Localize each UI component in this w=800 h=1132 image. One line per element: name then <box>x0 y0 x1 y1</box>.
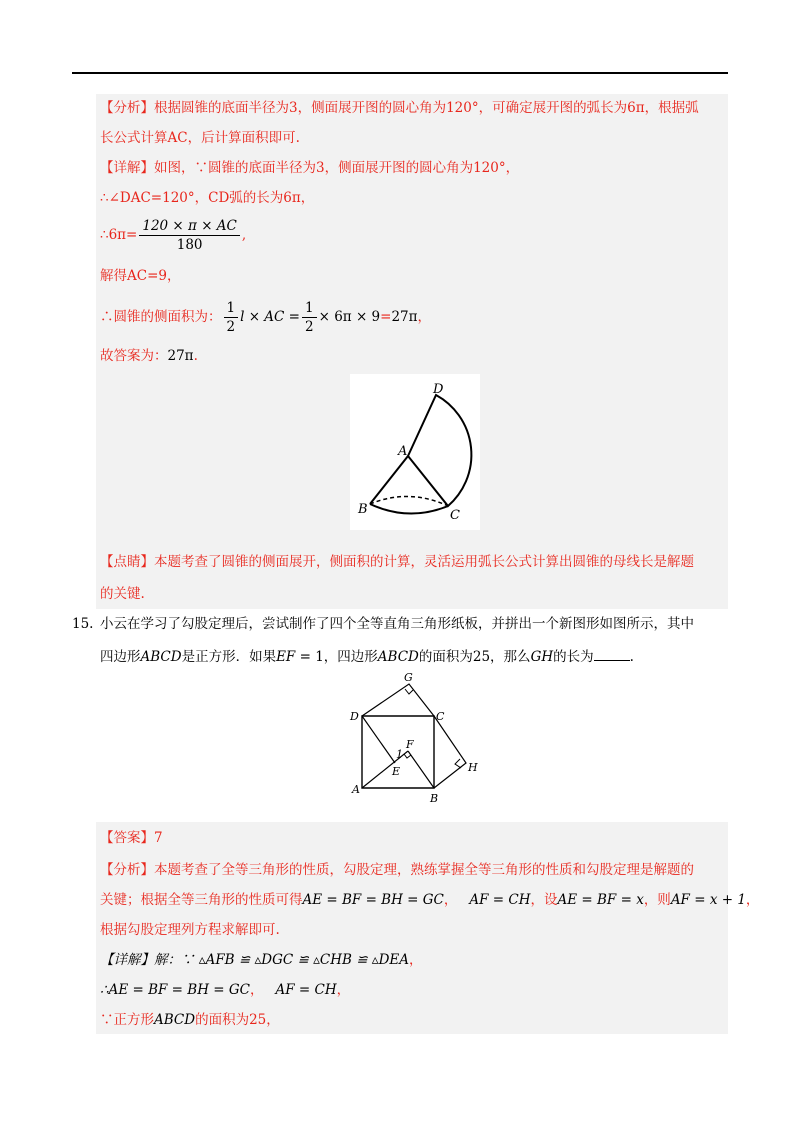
analysis15-line-1: 【分析】本题考查了全等三角形的性质，勾股定理，熟练掌握全等三角形的性质和勾股定理是解题的 <box>100 862 694 878</box>
header-rule <box>72 72 728 74</box>
detail-line-1: 【详解】如图，∵圆锥的底面半径为3，侧面展开图的圆心角为120°， <box>100 160 520 176</box>
area-result: 27π <box>391 309 418 325</box>
right-angle-G <box>405 689 413 694</box>
cone-figure-background <box>350 374 480 530</box>
detail15-line-3: ∵正方形ABCD的面积为25， <box>100 1012 280 1028</box>
answer-line-15: 【答案】7 <box>100 830 163 846</box>
area-equals: = <box>380 309 392 325</box>
label-A: A <box>352 783 360 796</box>
equation-suffix: , <box>241 227 247 243</box>
area-term-1: l × AC = <box>240 309 300 325</box>
label-B: B <box>358 502 368 517</box>
solve-line: 解得AC=9， <box>100 268 181 284</box>
cone-figure <box>350 374 480 530</box>
answer-blank[interactable] <box>594 646 630 661</box>
comment-line-2: 的关键. <box>100 586 145 602</box>
label-B: B <box>430 792 439 805</box>
area-term-2: × 6π × 9 <box>318 309 381 325</box>
label-EF-length: 1 <box>396 748 403 761</box>
equation-prefix: ∴6π= <box>100 227 138 243</box>
label-A: A <box>398 444 408 459</box>
answer-value: 27π <box>167 348 194 364</box>
equation-line <box>100 216 246 254</box>
segment-DE <box>362 716 395 763</box>
detail-line-2: ∴∠DAC=120°，CD弧的长为6π， <box>100 190 315 206</box>
analysis15-line-2: 关键；根据全等三角形的性质可得AE = BF = BH = GC， AF = CH，设AE = BF = x，则AF = x + 1， <box>100 892 760 908</box>
label-E: E <box>392 765 401 778</box>
question-15-line-1: 小云在学习了勾股定理后，尝试制作了四个全等直角三角形纸板，并拼出一个新图形如图所示，其中 <box>100 616 694 632</box>
label-C: C <box>436 710 445 723</box>
area-end: ， <box>417 309 432 325</box>
label-G: G <box>404 671 413 684</box>
right-angle-H <box>455 759 461 768</box>
question-number-15: 15. <box>72 616 94 632</box>
answer-line-14: 故答案为：27π. <box>100 348 198 364</box>
half-fraction-1: $\frac{1}{2}$ <box>224 299 239 336</box>
answer-label: 故答案为： <box>100 348 168 364</box>
half-fraction-2: $\frac{1}{2}$ <box>302 299 317 336</box>
label-F: F <box>406 738 414 751</box>
label-C: C <box>450 508 460 523</box>
area-prefix: ∴圆锥的侧面积为： <box>100 309 222 325</box>
comment-line-1: 【点睛】本题考查了圆锥的侧面展开，侧面积的计算，灵活运用弧长公式计算出圆锥的母线长是解题 <box>100 554 694 570</box>
detail15-line-2: ∴AE = BF = BH = GC， AF = CH， <box>100 982 351 998</box>
segment-FB <box>408 751 434 788</box>
label-D: D <box>350 710 359 723</box>
detail15-line-1: 【详解】解：∵ ▵AFB ≌ ▵DGC ≌ ▵CHB ≌ ▵DEA， <box>100 952 423 968</box>
analysis15-line-3: 根据勾股定理列方程求解即可. <box>100 922 280 938</box>
arc-fraction-numerator: 120 × π × AC <box>139 217 240 236</box>
arc-fraction <box>139 217 240 254</box>
question-15-line-2: 四边形ABCD是正方形．如果EF = 1，四边形ABCD的面积为25，那么GH的长为 . <box>100 646 634 667</box>
square-figure <box>340 668 490 810</box>
analysis-line-2: 长公式计算AC，后计算面积即可. <box>100 130 300 146</box>
area-line <box>100 298 431 336</box>
label-D: D <box>433 382 444 397</box>
analysis-line-1: 【分析】根据圆锥的底面半径为3，侧面展开图的圆心角为120°，可确定展开图的弧长为6π，根据弧 <box>100 100 699 116</box>
label-H: H <box>468 761 478 774</box>
arc-fraction-denominator: 180 <box>176 237 203 253</box>
triangle-DGC <box>362 684 434 716</box>
triangle-CHB <box>434 716 466 788</box>
